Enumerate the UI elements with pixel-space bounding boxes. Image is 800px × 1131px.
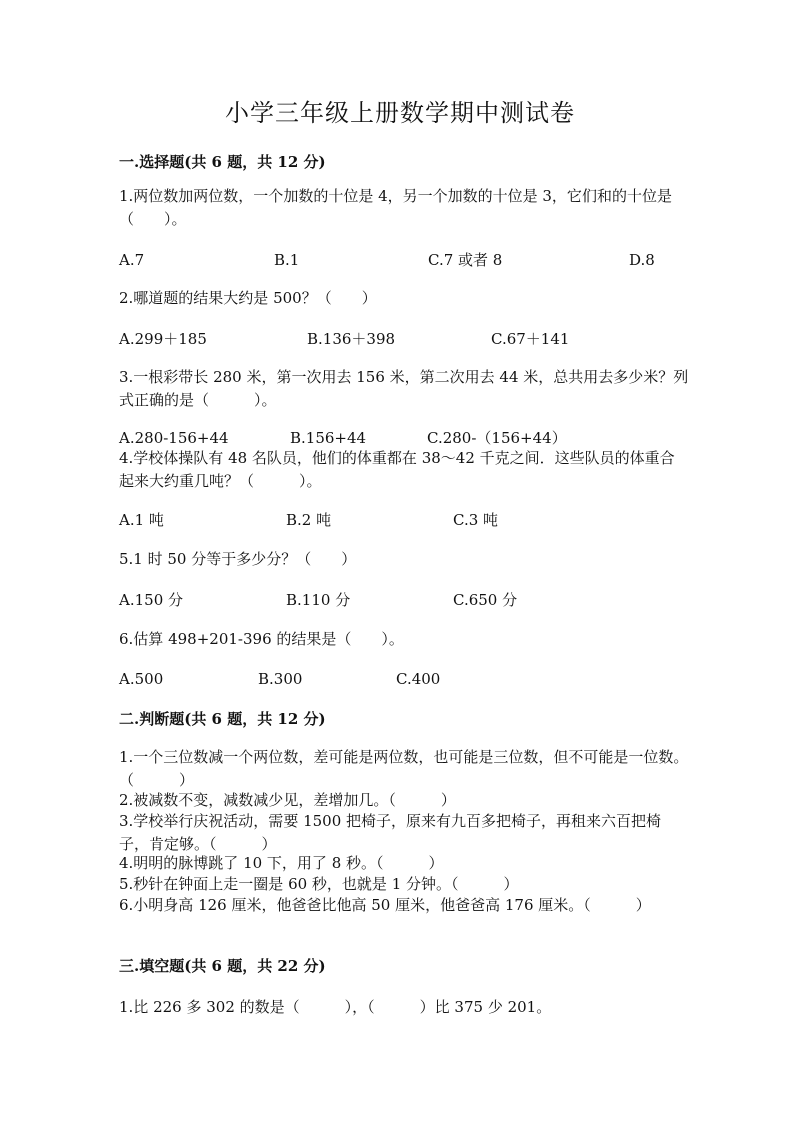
choice-option: C.400 bbox=[396, 670, 441, 688]
choice-option: A.150 分 bbox=[119, 591, 183, 609]
choice-question-2: 2.哪道题的结果大约是 500？（ ） bbox=[119, 289, 377, 307]
choice-option: B.156+44 bbox=[290, 429, 367, 447]
choice-option: B.110 分 bbox=[286, 591, 351, 609]
judgment-item-1: 1.一个三位数减一个两位数，差可能是两位数，也可能是三位数，但不可能是一位数。（ ） bbox=[119, 748, 689, 789]
choice-question-3: 3.一根彩带长 280 米，第一次用去 156 米，第二次用去 44 米，总共用去多少米？列式正确的是（ ）。 bbox=[119, 368, 689, 409]
choice-option: A.500 bbox=[119, 670, 164, 688]
choice-option: A.1 吨 bbox=[119, 511, 164, 529]
choice-option: C.650 分 bbox=[453, 591, 518, 609]
choice-question-4: 4.学校体操队有 48 名队员，他们的体重都在 38～42 千克之间．这些队员的体重合起来大约重几吨？（ ）。 bbox=[119, 449, 675, 490]
choice-question-5: 5.1 时 50 分等于多少分？（ ） bbox=[119, 550, 357, 568]
fill-blank-item-1: 1.比 226 多 302 的数是（ ），（ ）比 375 少 201。 bbox=[119, 998, 552, 1016]
choice-option: C.67＋141 bbox=[491, 330, 570, 348]
judgment-item-4: 4.明明的脉博跳了 10 下，用了 8 秒。（ ） bbox=[119, 854, 444, 872]
choice-option: A.7 bbox=[119, 251, 145, 269]
section-heading-judgment: 二.判断题(共 6 题，共 12 分) bbox=[119, 710, 326, 728]
section-heading-fill-blank: 三.填空题(共 6 题，共 22 分) bbox=[119, 957, 326, 975]
choice-option: B.300 bbox=[258, 670, 303, 688]
choice-option: B.136＋398 bbox=[307, 330, 396, 348]
choice-question-6: 6.估算 498+201-396 的结果是（ ）。 bbox=[119, 630, 404, 648]
choice-option: C.7 或者 8 bbox=[428, 251, 503, 269]
section-heading-choice: 一.选择题(共 6 题，共 12 分) bbox=[119, 153, 326, 171]
judgment-item-6: 6.小明身高 126 厘米，他爸爸比他高 50 厘米，他爸爸高 176 厘米。（ ） bbox=[119, 896, 651, 914]
choice-option: B.1 bbox=[274, 251, 300, 269]
choice-option: A.280-156+44 bbox=[119, 429, 229, 447]
judgment-item-5: 5.秒针在钟面上走一圈是 60 秒，也就是 1 分钟。（ ） bbox=[119, 875, 519, 893]
judgment-item-3: 3.学校举行庆祝活动，需要 1500 把椅子，原来有九百多把椅子，再租来六百把椅子，肯定够。（ ） bbox=[119, 812, 662, 853]
choice-option: D.8 bbox=[629, 251, 655, 269]
choice-question-1: 1.两位数加两位数，一个加数的十位是 4，另一个加数的十位是 3，它们和的十位是（ ）。 bbox=[119, 187, 672, 228]
choice-option: C.280-（156+44） bbox=[427, 429, 567, 447]
choice-option: B.2 吨 bbox=[286, 511, 332, 529]
judgment-item-2: 2.被减数不变，减数减少见，差增加几。（ ） bbox=[119, 791, 456, 809]
page-title: 小学三年级上册数学期中测试卷 bbox=[225, 99, 575, 127]
choice-option: C.3 吨 bbox=[453, 511, 499, 529]
choice-option: A.299＋185 bbox=[119, 330, 207, 348]
